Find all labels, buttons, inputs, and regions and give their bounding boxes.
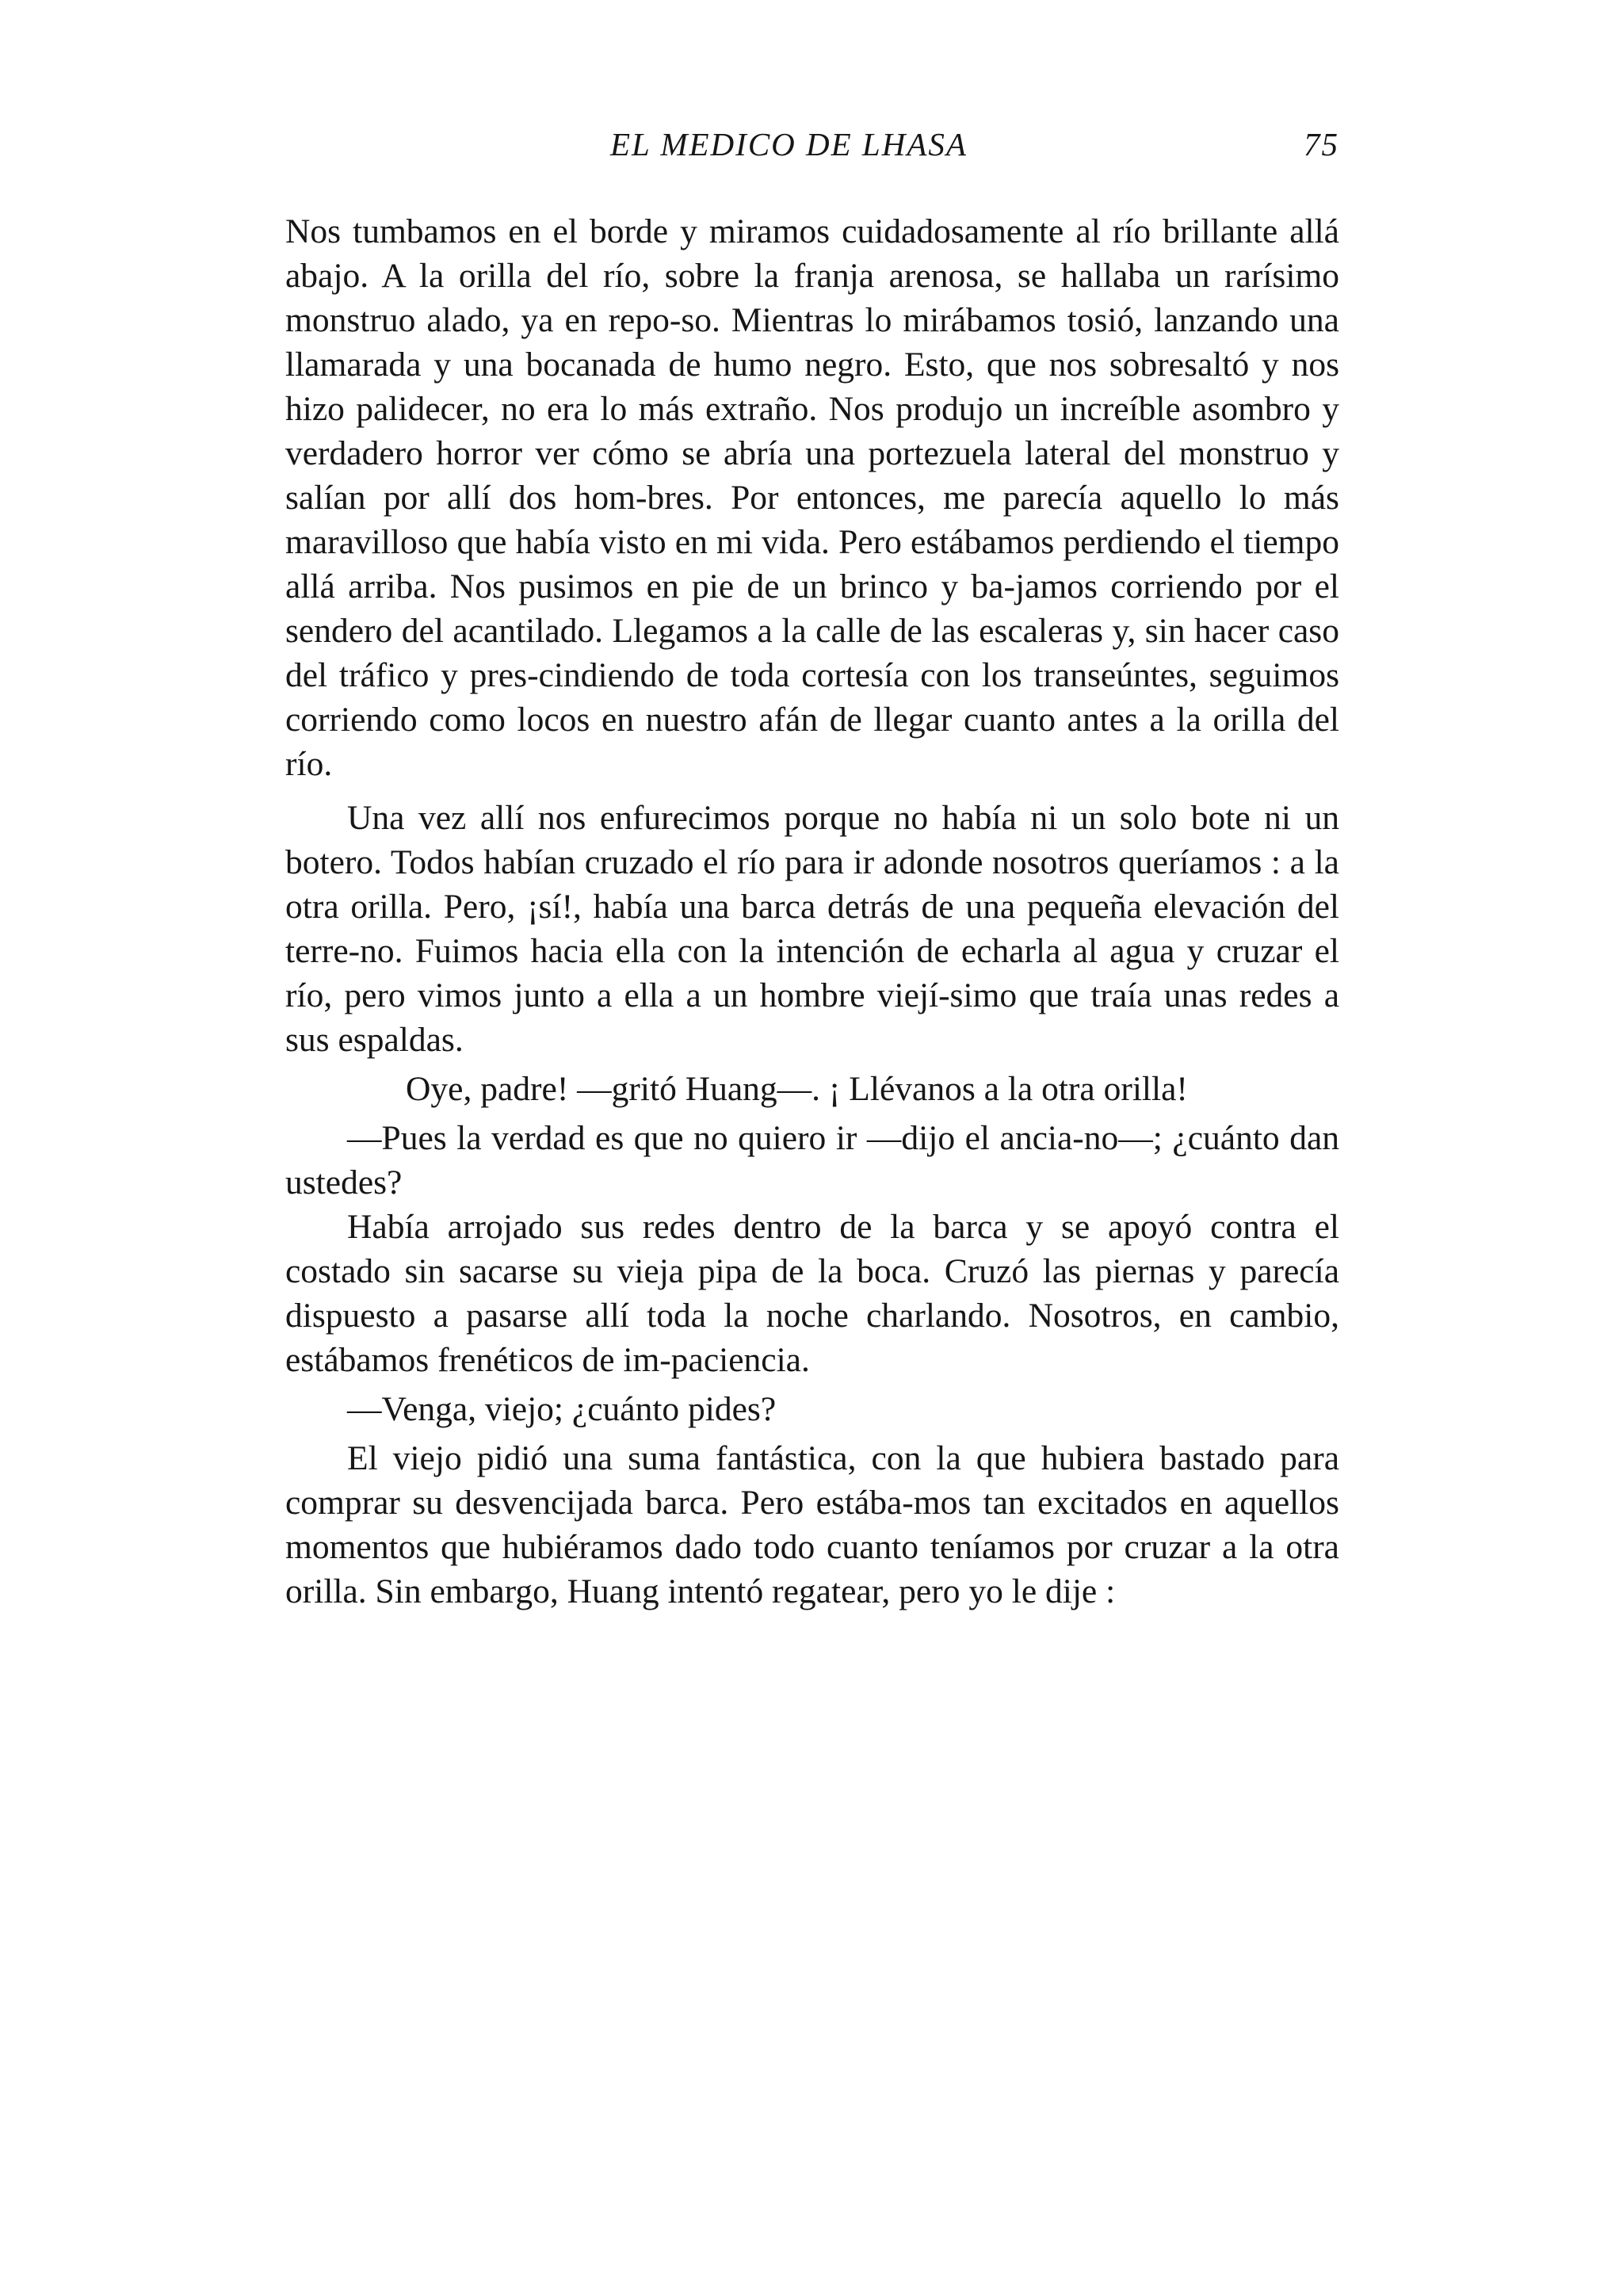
paragraph-7: El viejo pidió una suma fantástica, con la que hubiera bastado para comprar su desvencijada barca. Pero estába-mos tan excitados en aquellos momentos que hubiéramos dado todo cuanto teníamos por cruzar a la otra orilla. Sin embargo, Huang intentó regatear, pero yo le dije : [285,1439,1339,1610]
page-number: 75 [1304,126,1339,162]
paragraph-1: Nos tumbamos en el borde y miramos cuidadosamente al río brillante allá abajo. A la orilla del río, sobre la franja arenosa, se hallaba un rarísimo monstruo alado, ya en repo-so. Mientras lo mirábamos tosió, lanzando una llamarada y una bocanada de humo negro. Esto, que nos sobresaltó y nos hizo palidecer, no era lo más extraño. Nos produjo un increíble asombro y verdadero horror ver cómo se abría una portezuela lateral del monstruo y salían por allí dos hom-bres. Por entonces, me parecía aquello lo más maravilloso que había visto en mi vida. Pero estábamos perdiendo el tiempo allá arriba. Nos pusimos en pie de un brinco y ba-jamos corriendo por el sendero del acantilado. Llegamos a la calle de las escaleras y, sin hacer caso del tráfico y pres-cindiendo de toda cortesía con los transeúntes, seguimos corriendo como locos en nuestro afán de llegar cuanto antes a la orilla del río. [285,212,1339,783]
paragraph-2: Una vez allí nos enfurecimos porque no había ni un solo bote ni un botero. Todos habían cruzado el río para ir adonde nosotros queríamos : a la otra orilla. Pero, ¡sí!, había una barca detrás de una pequeña elevación del terre-no. Fuimos hacia ella con la intención de echarla al agua y cruzar el río, pero vimos junto a ella a un hombre viejí-simo que traía unas redes a sus espaldas. [285,799,1339,1059]
paragraph-3-dialogue: Oye, padre! —gritó Huang—. ¡ Llévanos a la otra orilla! [406,1070,1188,1108]
paragraph-5: Había arrojado sus redes dentro de la barca y se apoyó contra el costado sin sacarse su vieja pipa de la boca. Cruzó las piernas y parecía dispuesto a pasarse allí toda la noche charlando. Nosotros, en cambio, estábamos frenéticos de im-paciencia. [285,1208,1339,1379]
paragraph-4-dialogue: —Pues la verdad es que no quiero ir —dijo el ancia-no—; ¿cuánto dan ustedes? [285,1119,1339,1201]
body-text [285,209,1339,1614]
paragraph-6-dialogue: —Venga, viejo; ¿cuánto pides? [347,1390,777,1428]
running-header [285,125,1339,173]
book-title: EL MEDICO DE LHASA [610,126,968,162]
